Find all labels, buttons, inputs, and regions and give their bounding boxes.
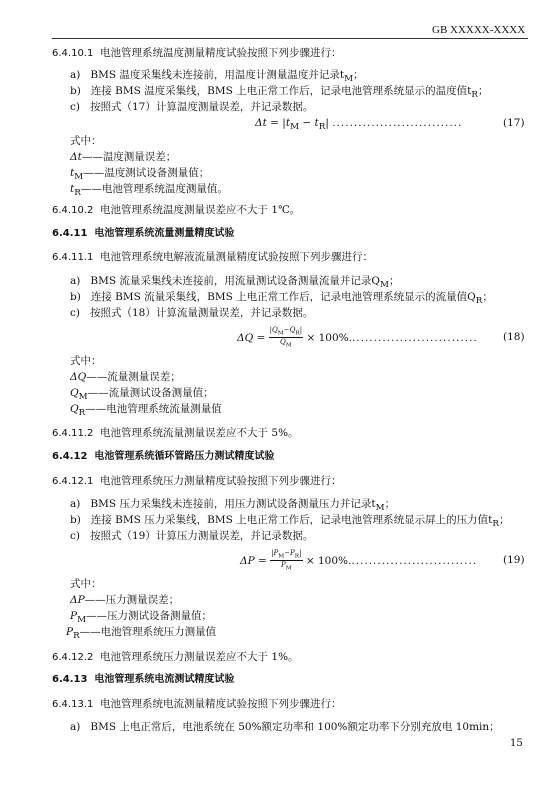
equation-19: ΔP = $\frac{|P_M-P_R|}{P_M}$ × 100%.............................. xyxy=(240,549,478,572)
where-2-item-3: $Q_R——$电池管理系统流量测量值 xyxy=(70,403,222,419)
flow-step-b: b) 连接 BMS 流量采集线，BMS 上电正常工作后，记录电池管理系统显示的流量值$Q_R$； xyxy=(70,291,493,307)
section-6-4-13: 6.4.13 电池管理系统电流测试精度试验 xyxy=(52,674,235,685)
clause-6-4-11-2: 6.4.11.2 电池管理系统流量测量误差应不大于 5%。 xyxy=(52,427,299,439)
where-label-3: 式中： xyxy=(70,578,102,590)
clause-6-4-12-1: 6.4.12.1 电池管理系统压力测量精度试验按照下列步骤进行： xyxy=(52,475,342,487)
where-1-item-2: $t_M——$温度测试设备测量值； xyxy=(70,167,210,183)
equation-17-number: (17) xyxy=(503,117,525,129)
temp-step-c: c) 按照式（17）计算温度测量误差，并记录数据。 xyxy=(70,101,314,113)
temp-step-a: a) BMS 温度采集线未连接前，用温度计测量温度并记录$t_M$； xyxy=(70,69,364,85)
where-label-1: 式中： xyxy=(70,135,102,147)
where-1-item-1: Δt——温度测量误差； xyxy=(70,151,177,163)
clause-6-4-11-1: 6.4.11.1 电池管理系统电解液流量测量精度试验按照下列步骤进行： xyxy=(52,251,374,263)
standard-number: GB XXXXX-XXXX xyxy=(432,24,526,36)
equation-18-fraction: $\frac{|Q_M-Q_R|}{Q_M}$ xyxy=(269,326,303,349)
clause-6-4-12-2: 6.4.12.2 电池管理系统压力测量误差应不大于 1%。 xyxy=(52,651,299,663)
where-3-item-3: $P_R——$电池管理系统压力测量值 xyxy=(66,626,217,642)
where-1-item-3: $t_R——$电池管理系统温度测量值。 xyxy=(70,183,228,199)
where-label-2: 式中： xyxy=(70,355,102,367)
equation-17: $\Delta t = |t_M - t_R|$ .............................. xyxy=(255,117,463,133)
pressure-step-b: b) 连接 BMS 压力采集线，BMS 上电正常工作后，记录电池管理系统显示屏上的压力值$t_R$； xyxy=(70,514,510,530)
flow-step-c: c) 按照式（18）计算流量测量误差，并记录数据。 xyxy=(70,307,314,319)
where-2-item-1: ΔQ——流量测量误差； xyxy=(70,371,181,383)
clause-6-4-10-2: 6.4.10.2 电池管理系统温度测量误差应不大于 1℃。 xyxy=(52,204,301,216)
where-3-item-1: ΔP——压力测量误差； xyxy=(70,594,180,606)
flow-step-a: a) BMS 流量采集线未连接前，用流量测试设备测量流量并记录$Q_M$； xyxy=(70,275,400,291)
where-2-item-2: $Q_M——$流量测试设备测量值； xyxy=(70,387,214,403)
pressure-step-a: a) BMS 压力采集线未连接前，用压力测试设备测量压力并记录$t_M$； xyxy=(70,498,396,514)
where-3-item-2: $P_M——$压力测试设备测量值； xyxy=(70,610,213,626)
section-6-4-11: 6.4.11 电池管理系统流量测量精度试验 xyxy=(52,228,235,239)
equation-19-number: (19) xyxy=(503,554,525,566)
equation-19-fraction: $\frac{|P_M-P_R|}{P_M}$ xyxy=(271,549,302,572)
section-6-4-12: 6.4.12 电池管理系统循环管路压力测试精度试验 xyxy=(52,451,275,462)
clause-6-4-13-1: 6.4.13.1 电池管理系统电流测量精度试验按照下列步骤进行： xyxy=(52,698,342,710)
header-rule xyxy=(52,38,528,39)
current-step-a: a) BMS 上电正常后，电池系统在 50%额定功率和 100%额定功率下分别充放电 10min； xyxy=(70,721,500,733)
equation-18-number: (18) xyxy=(503,331,525,343)
page-number: 15 xyxy=(510,738,523,749)
clause-6-4-10-1: 6.4.10.1 电池管理系统温度测量精度试验按照下列步骤进行： xyxy=(52,47,342,59)
pressure-step-c: c) 按照式（19）计算压力测量误差，并记录数据。 xyxy=(70,530,314,542)
temp-step-b: b) 连接 BMS 温度采集线，BMS 上电正常工作后，记录电池管理系统显示的温度值$t_R$； xyxy=(70,85,489,101)
equation-18: ΔQ = $\frac{|Q_M-Q_R|}{Q_M}$ × 100%.............................. xyxy=(237,326,478,349)
